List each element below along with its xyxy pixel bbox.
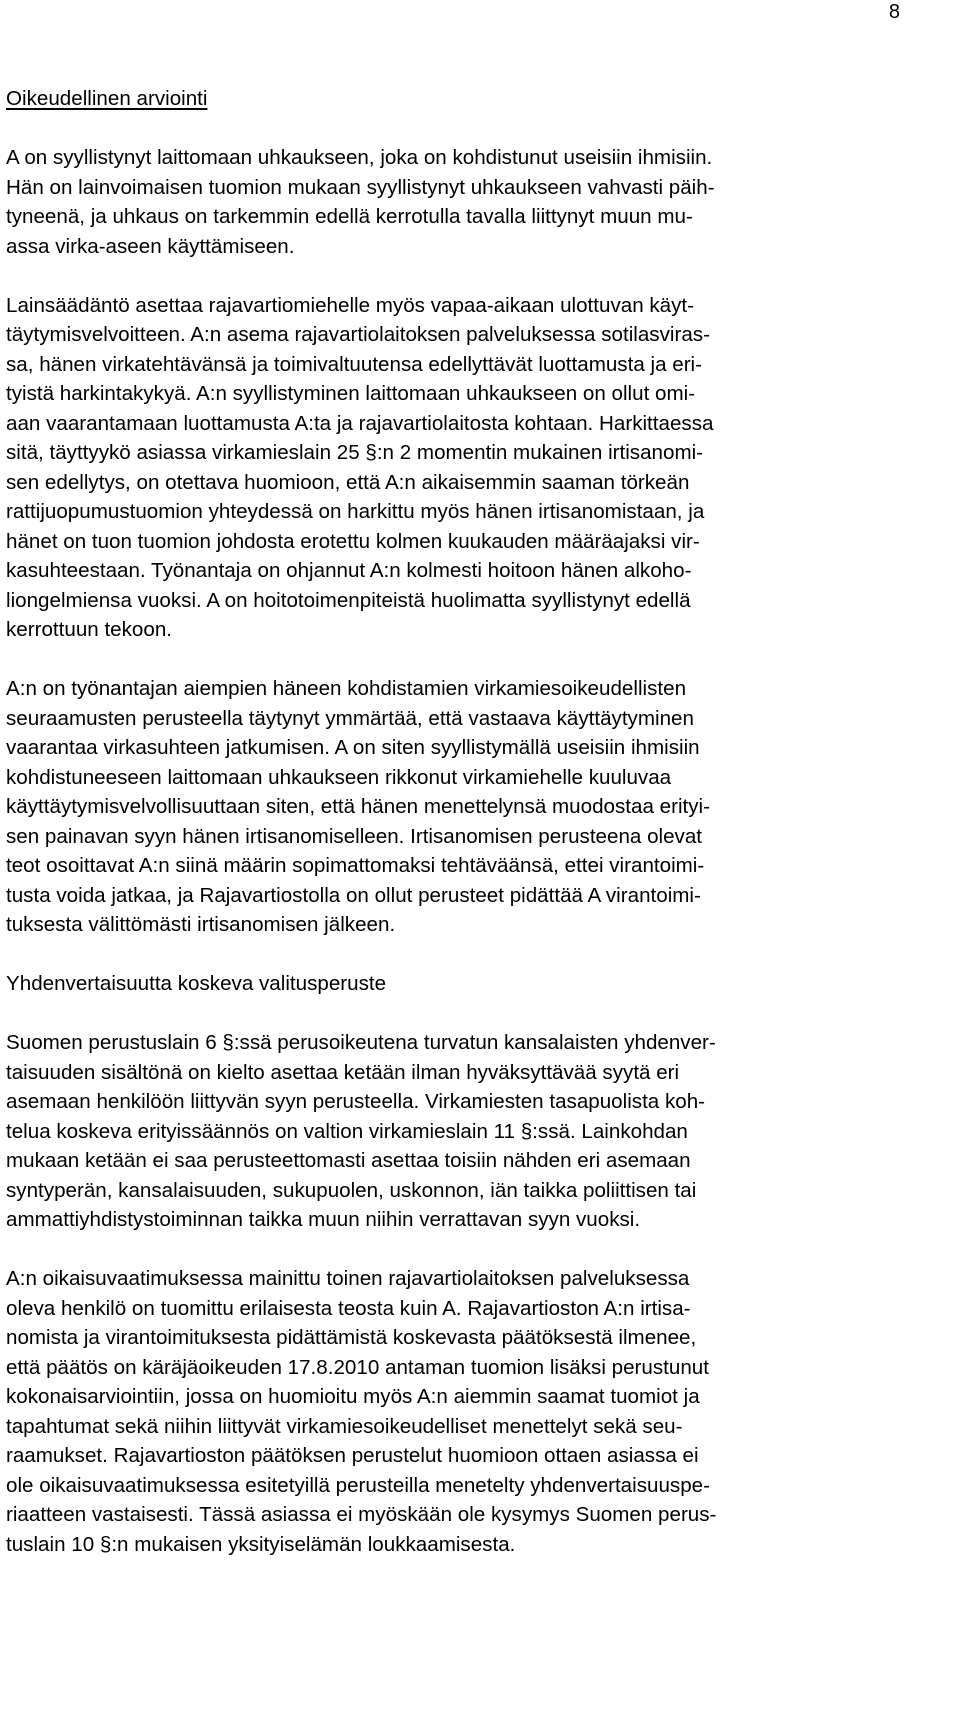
text-line: telua koskeva erityissäännös on valtion virkamieslain 11 §:ssä. Lainkohdan [6,1119,688,1143]
text-line: Lainsäädäntö asettaa rajavartiomiehelle myös vapaa-aikaan ulottuvan käyt- [6,293,695,317]
paragraph [6,1028,906,1235]
text-line: A on syyllistynyt laittomaan uhkaukseen, joka on kohdistunut useisiin ihmisiin. [6,146,713,169]
text-line: oleva henkilö on tuomittu erilaisesta teosta kuin A. Rajavartioston A:n irtisa- [6,1296,691,1320]
section-heading-legal-assessment: Oikeudellinen arviointi [6,87,208,110]
section-equality-ground [6,1028,906,1559]
section-heading-equality-ground: Yhdenvertaisuutta koskeva valitusperuste [6,972,387,995]
text-line: hänet on tuon tuomion johdosta erotettu kolmen kuukauden määräajaksi vir- [6,529,700,553]
text-line: tyistä harkintakykyä. A:n syyllistyminen laittomaan uhkaukseen on ollut omi- [6,382,696,405]
section-legal-assessment [6,143,906,940]
text-line: aan vaarantamaan luottamusta A:ta ja rajavartiolaitosta kohtaan. Harkittaessa [6,411,714,435]
text-line: ole oikaisuvaatimuksessa esitetyillä perusteilla menetelty yhdenvertaisuuspe- [6,1473,710,1497]
text-line: kerrottuun tekoon. [6,618,172,641]
text-line: assa virka-aseen käyttämiseen. [6,234,295,258]
text-line: tusta voida jatkaa, ja Rajavartiostolla on ollut perusteet pidättää A virantoimi- [6,883,701,907]
paragraph [6,1264,906,1559]
text-line: kohdistuneeseen laittomaan uhkaukseen rikkonut virkamiehelle kuuluvaa [6,765,672,789]
text-line: A:n on työnantajan aiempien häneen kohdistamien virkamiesoikeudellisten [6,677,687,700]
text-line: kokonaisarviointiin, jossa on huomioitu myös A:n aiemmin saamat tuomiot ja [6,1385,700,1408]
text-line: rattijuopumustuomion yhteydessä on harkittu myös hänen irtisanomistaan, ja [6,500,705,523]
text-line: A:n oikaisuvaatimuksessa mainittu toinen rajavartiolaitoksen palveluksessa [6,1267,690,1290]
text-line: riaatteen vastaisesti. Tässä asiassa ei myöskään ole kysymys Suomen perus- [6,1503,717,1526]
text-line: mukaan ketään ei saa perusteettomasti asettaa toisiin nähden eri asemaan [6,1149,691,1172]
text-line: Hän on lainvoimaisen tuomion mukaan syyllistynyt uhkaukseen vahvasti päih- [6,175,715,199]
text-line: sa, hänen virkatehtävänsä ja toimivaltuutensa edellyttävät luottamusta ja eri- [6,352,702,376]
text-line: teot osoittavat A:n siinä määrin sopimattomaksi tehtäväänsä, ettei virantoimi- [6,854,705,877]
paragraph [6,291,906,645]
text-line: tuksesta välittömästi irtisanomisen jälkeen. [6,913,396,936]
text-line: täytymisvelvoitteen. A:n asema rajavartiolaitoksen palveluksessa sotilasviras- [6,323,710,346]
text-line: liongelmiensa vuoksi. A on hoitotoimenpiteistä huolimatta syyllistynyt edellä [6,588,691,612]
document-body [6,84,906,1589]
text-line: että päätös on käräjäoikeuden 17.8.2010 antaman tuomion lisäksi perustunut [6,1355,709,1379]
paragraph [6,143,906,261]
text-line: sen edellytys, on otettava huomioon, että A:n aikaisemmin saaman törkeän [6,470,690,494]
text-line: käyttäytymisvelvollisuuttaan siten, että hänen menettelynsä muodostaa erityi- [6,795,710,818]
text-line: asemaan henkilöön liittyvän syyn perusteella. Virkamiesten tasapuolista koh- [6,1090,706,1113]
text-line: Suomen perustuslain 6 §:ssä perusoikeutena turvatun kansalaisten yhdenver- [6,1031,716,1054]
text-line: sitä, täyttyykö asiassa virkamieslain 25 §:n 2 momentin mukainen irtisanomi- [6,441,704,464]
paragraph [6,674,906,940]
text-line: syntyperän, kansalaisuuden, sukupuolen, uskonnon, iän taikka poliittisen tai [6,1178,697,1202]
text-line: taisuuden sisältönä on kielto asettaa ketään ilman hyväksyttävää syytä eri [6,1060,680,1084]
text-line: kasuhteestaan. Työnantaja on ohjannut A:n kolmesti hoitoon hänen alkoho- [6,559,692,582]
text-line: sen painavan syyn hänen irtisanomiselleen. Irtisanomisen perusteena olevat [6,824,703,848]
page-number: 8 [888,1,900,23]
text-line: seuraamusten perusteella täytynyt ymmärtää, että vastaava käyttäytyminen [6,706,694,730]
text-line: nomista ja virantoimituksesta pidättämistä koskevasta päätöksestä ilmenee, [6,1326,697,1349]
text-line: tuslain 10 §:n mukaisen yksityiselämän loukkaamisesta. [6,1532,516,1556]
text-line: raamukset. Rajavartioston päätöksen perustelut huomioon ottaen asiassa ei [6,1444,699,1467]
text-line: ammattiyhdistystoiminnan taikka muun niihin verrattavan syyn vuoksi. [6,1208,641,1231]
text-line: tyneenä, ja uhkaus on tarkemmin edellä kerrotulla tavalla liittynyt muun mu- [6,205,693,228]
text-line: vaarantaa virkasuhteen jatkumisen. A on siten syyllistymällä useisiin ihmisiin [6,736,700,759]
text-line: tapahtumat sekä niihin liittyvät virkamiesoikeudelliset menettelyt sekä seu- [6,1414,683,1438]
